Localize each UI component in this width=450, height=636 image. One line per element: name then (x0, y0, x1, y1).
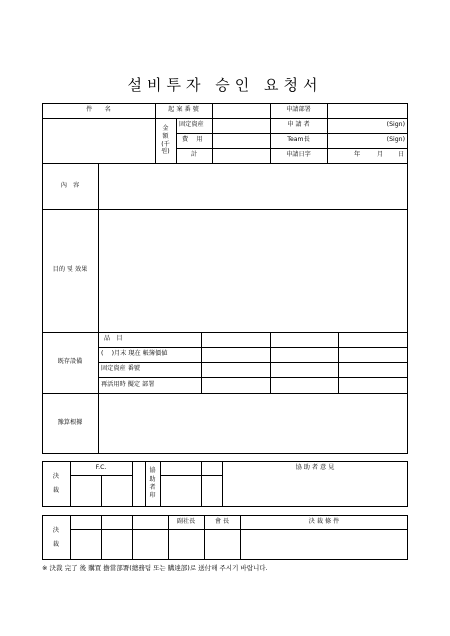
conditions-field[interactable] (240, 529, 408, 560)
coop-seal-label (145, 461, 160, 507)
amount-label-text: 金額(千원) (161, 125, 170, 156)
existing-equipment-label: 既存設備 (57, 358, 83, 366)
approval-2-sign-1[interactable] (70, 529, 101, 560)
total-label: 計 (190, 151, 198, 159)
coop-sign-2[interactable] (201, 475, 222, 507)
purpose-label: 目的 및 效果 (52, 266, 88, 274)
request-dept-label: 申請部署 (286, 106, 311, 114)
purpose-field[interactable] (98, 209, 408, 332)
page-title: 설비투자 승인 요청서 (127, 76, 323, 94)
date-year: 年 (354, 151, 361, 159)
total-amount[interactable] (212, 148, 270, 163)
content-label: 內 容 (60, 181, 80, 189)
team-lead-sign[interactable]: (Sign) (386, 136, 405, 144)
approval-1-decision-text: 決裁 (52, 473, 60, 494)
content-field[interactable] (98, 163, 408, 209)
approval-1-decision-label (42, 461, 70, 507)
item-name-field[interactable] (42, 118, 155, 163)
fc-sign-2[interactable] (101, 475, 132, 507)
fc-sign-1[interactable] (70, 475, 101, 507)
item-name-label: 件 名 (86, 106, 111, 114)
date-month: 月 (377, 151, 384, 159)
applicant-sign[interactable]: (Sign) (386, 121, 405, 129)
existing-row-item: 品 目 (104, 335, 123, 343)
applicant-label: 申 請 者 (287, 121, 310, 129)
coop-opinion-label: 協 助 者 意 見 (295, 463, 335, 471)
existing-row-book-value: ( )月末 現在 帳簿價値 (101, 350, 168, 358)
coop-seal-text: 協助者印 (149, 467, 156, 500)
fc-label: F.C. (95, 463, 107, 471)
existing-row-reuse-dept: 再活用時 擬定 部署 (101, 380, 155, 388)
fixed-asset-amount[interactable] (212, 118, 270, 133)
team-lead-label: Team長 (287, 136, 310, 144)
amount-label (155, 118, 176, 163)
approval-2-sign-3[interactable] (132, 529, 168, 560)
approval-2-sign-2[interactable] (101, 529, 132, 560)
vice-president-sign[interactable] (168, 529, 204, 560)
request-date-label: 申請日字 (286, 151, 311, 159)
request-dept-field[interactable] (327, 103, 408, 118)
expense-label: 費 用 (182, 136, 203, 144)
request-date-field[interactable] (327, 148, 408, 163)
draft-number-field[interactable] (212, 103, 270, 118)
budget-basis-field[interactable] (98, 393, 408, 454)
conditions-label: 決 裁 條 件 (308, 517, 340, 525)
vice-president-label: 副社長 (176, 517, 196, 525)
chairman-label: 會 長 (214, 517, 230, 525)
draft-number-label: 起 案 番 號 (168, 106, 199, 114)
expense-amount[interactable] (212, 133, 270, 148)
coop-opinion-field[interactable] (222, 475, 408, 507)
chairman-sign[interactable] (204, 529, 240, 560)
coop-sign-1[interactable] (160, 475, 201, 507)
budget-basis-label: 豫算根據 (57, 419, 83, 427)
date-day: 日 (398, 151, 405, 159)
fixed-asset-label: 固定資産 (179, 121, 204, 129)
footnote: ※ 決裁 完了 後 購買 擔當部署(總務팀 또는 購達部)로 送付해 주시기 바랍니다. (42, 564, 268, 572)
approval-2-decision-label (42, 515, 70, 560)
approval-2-decision-text: 決裁 (52, 526, 60, 548)
existing-row-asset-no: 固定資産 番號 (101, 365, 141, 373)
